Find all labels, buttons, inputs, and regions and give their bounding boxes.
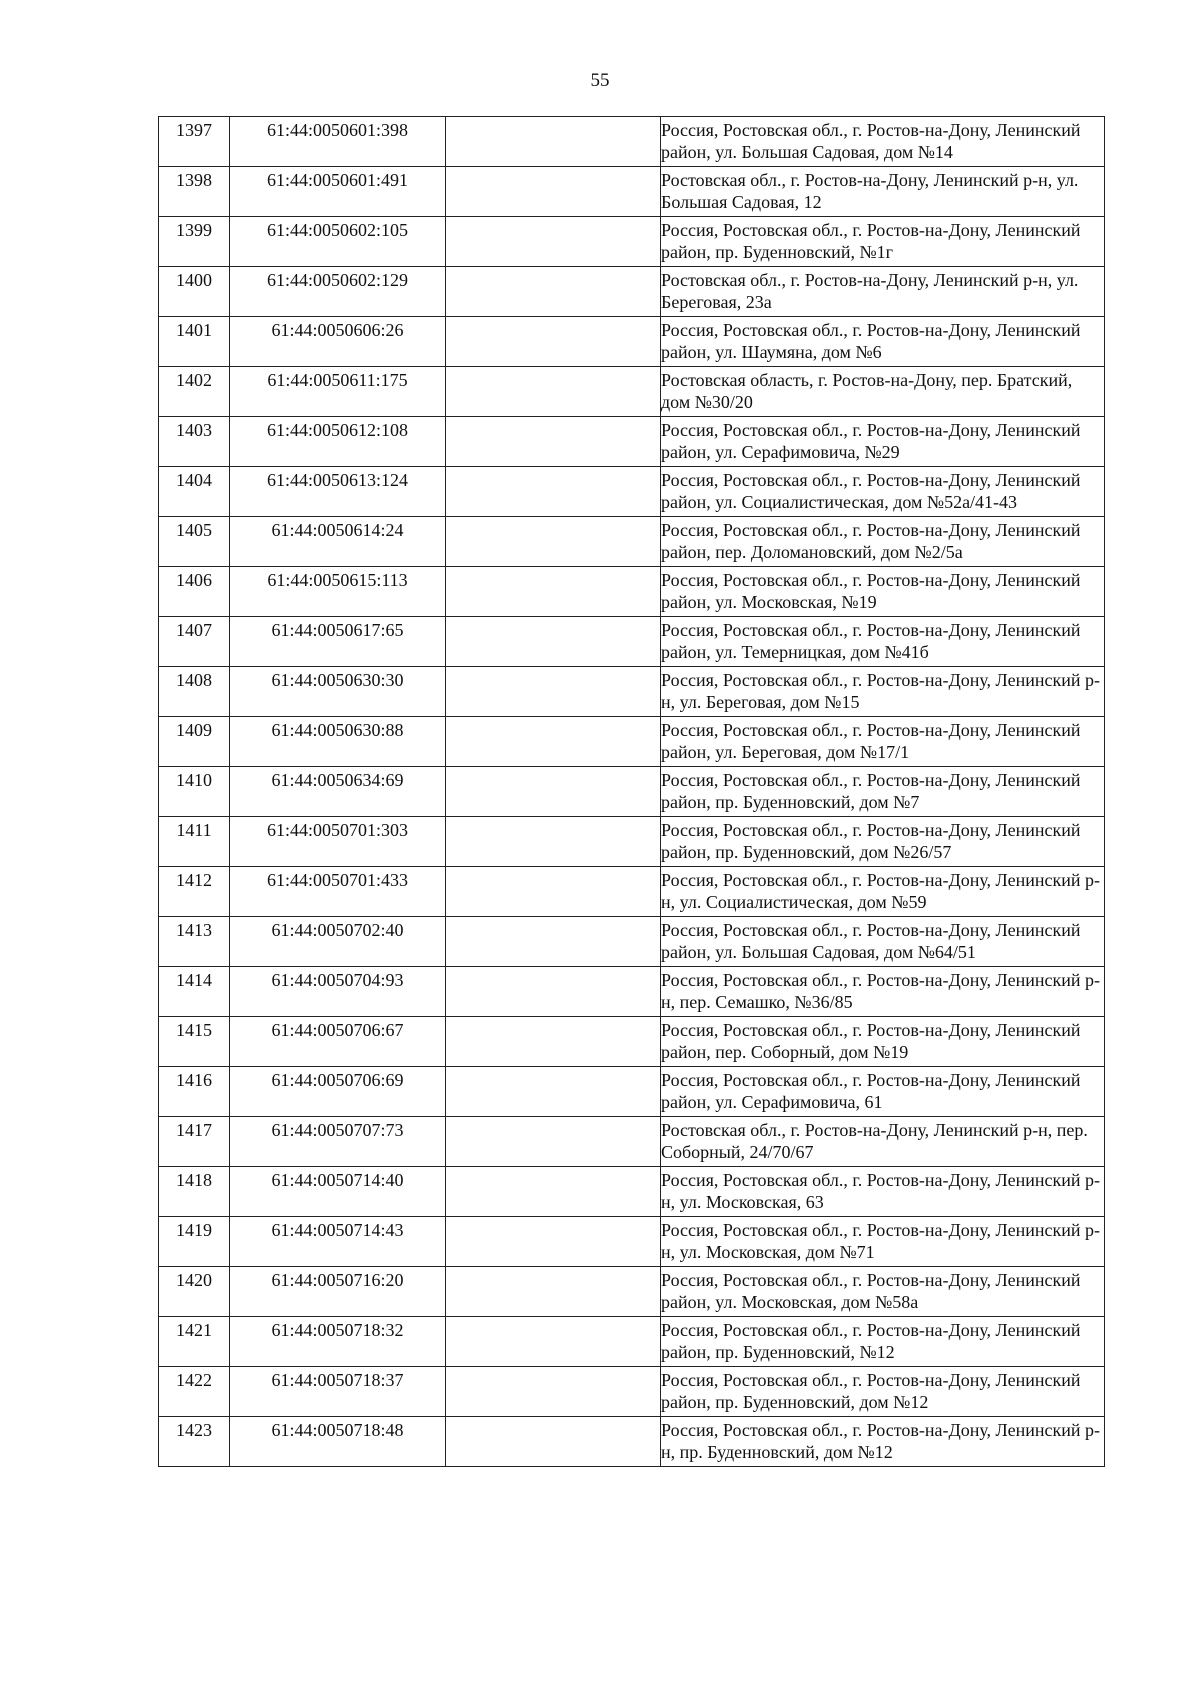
row-number-cell: 1411 [159,817,230,867]
table-row [159,1317,1105,1367]
table-row [159,617,1105,667]
empty-cell [446,1117,661,1167]
row-number-cell: 1421 [159,1317,230,1367]
cadastral-number-cell: 61:44:0050704:93 [230,967,446,1017]
cadastral-number-cell: 61:44:0050707:73 [230,1117,446,1167]
table-row [159,117,1105,167]
address-cell: Россия, Ростовская обл., г. Ростов-на-Дону, Ленинский р-н, ул. Береговая, дом №15 [661,667,1105,717]
table-row [159,267,1105,317]
address-cell: Россия, Ростовская обл., г. Ростов-на-Дону, Ленинский район, ул. Береговая, дом №17/1 [661,717,1105,767]
empty-cell [446,1067,661,1117]
empty-cell [446,1017,661,1067]
address-cell: Россия, Ростовская обл., г. Ростов-на-Дону, Ленинский р-н, ул. Московская, 63 [661,1167,1105,1217]
cadastral-number-cell: 61:44:0050630:88 [230,717,446,767]
empty-cell [446,817,661,867]
row-number-cell: 1401 [159,317,230,367]
table-row [159,1367,1105,1417]
cadastral-number-cell: 61:44:0050714:40 [230,1167,446,1217]
address-cell: Россия, Ростовская обл., г. Ростов-на-Дону, Ленинский район, пр. Буденновский, дом №12 [661,1367,1105,1417]
address-cell: Россия, Ростовская обл., г. Ростов-на-Дону, Ленинский район, ул. Московская, дом №58а [661,1267,1105,1317]
table-row [159,217,1105,267]
table-row [159,517,1105,567]
empty-cell [446,217,661,267]
address-cell: Россия, Ростовская обл., г. Ростов-на-Дону, Ленинский район, пр. Буденновский, №1г [661,217,1105,267]
address-cell: Россия, Ростовская обл., г. Ростов-на-Дону, Ленинский район, ул. Социалистическая, дом №52а/41-43 [661,467,1105,517]
cadastral-number-cell: 61:44:0050718:37 [230,1367,446,1417]
cadastral-number-cell: 61:44:0050606:26 [230,317,446,367]
cadastral-number-cell: 61:44:0050718:32 [230,1317,446,1367]
empty-cell [446,867,661,917]
table-row [159,1117,1105,1167]
empty-cell [446,367,661,417]
empty-cell [446,717,661,767]
empty-cell [446,267,661,317]
address-cell: Россия, Ростовская обл., г. Ростов-на-Дону, Ленинский район, ул. Серафимовича, 61 [661,1067,1105,1117]
address-cell: Россия, Ростовская обл., г. Ростов-на-Дону, Ленинский район, ул. Шаумяна, дом №6 [661,317,1105,367]
row-number-cell: 1398 [159,167,230,217]
address-cell: Россия, Ростовская обл., г. Ростов-на-Дону, Ленинский район, пр. Буденновский, №12 [661,1317,1105,1367]
address-cell: Ростовская обл., г. Ростов-на-Дону, Ленинский р-н, ул. Большая Садовая, 12 [661,167,1105,217]
cadastral-number-cell: 61:44:0050602:105 [230,217,446,267]
cadastral-number-cell: 61:44:0050612:108 [230,417,446,467]
address-cell: Ростовская обл., г. Ростов-на-Дону, Ленинский р-н, пер. Соборный, 24/70/67 [661,1117,1105,1167]
address-cell: Россия, Ростовская обл., г. Ростов-на-Дону, Ленинский район, пер. Доломановский, дом №2/5а [661,517,1105,567]
table-row [159,1267,1105,1317]
empty-cell [446,567,661,617]
cadastral-number-cell: 61:44:0050601:398 [230,117,446,167]
row-number-cell: 1419 [159,1217,230,1267]
empty-cell [446,767,661,817]
table-row [159,567,1105,617]
row-number-cell: 1414 [159,967,230,1017]
cadastral-number-cell: 61:44:0050718:48 [230,1417,446,1467]
cadastral-number-cell: 61:44:0050630:30 [230,667,446,717]
empty-cell [446,617,661,667]
empty-cell [446,417,661,467]
empty-cell [446,117,661,167]
cadastral-number-cell: 61:44:0050702:40 [230,917,446,967]
cadastral-number-cell: 61:44:0050601:491 [230,167,446,217]
empty-cell [446,667,661,717]
address-cell: Россия, Ростовская обл., г. Ростов-на-Дону, Ленинский район, пр. Буденновский, дом №7 [661,767,1105,817]
cadastral-number-cell: 61:44:0050706:69 [230,1067,446,1117]
table-row [159,467,1105,517]
row-number-cell: 1409 [159,717,230,767]
address-cell: Россия, Ростовская обл., г. Ростов-на-Дону, Ленинский район, пр. Буденновский, дом №26/57 [661,817,1105,867]
empty-cell [446,167,661,217]
empty-cell [446,1317,661,1367]
address-cell: Россия, Ростовская обл., г. Ростов-на-Дону, Ленинский район, ул. Московская, №19 [661,567,1105,617]
row-number-cell: 1408 [159,667,230,717]
address-cell: Ростовская область, г. Ростов-на-Дону, пер. Братский, дом №30/20 [661,367,1105,417]
table-row [159,317,1105,367]
address-cell: Россия, Ростовская обл., г. Ростов-на-Дону, Ленинский район, ул. Большая Садовая, дом №14 [661,117,1105,167]
empty-cell [446,467,661,517]
row-number-cell: 1399 [159,217,230,267]
address-cell: Россия, Ростовская обл., г. Ростов-на-Дону, Ленинский р-н, ул. Московская, дом №71 [661,1217,1105,1267]
row-number-cell: 1420 [159,1267,230,1317]
table-row [159,1167,1105,1217]
empty-cell [446,317,661,367]
address-cell: Россия, Ростовская обл., г. Ростов-на-Дону, Ленинский район, ул. Серафимовича, №29 [661,417,1105,467]
table-row [159,1417,1105,1467]
address-cell: Россия, Ростовская обл., г. Ростов-на-Дону, Ленинский р-н, пер. Семашко, №36/85 [661,967,1105,1017]
table-row [159,417,1105,467]
empty-cell [446,517,661,567]
table-row [159,367,1105,417]
row-number-cell: 1405 [159,517,230,567]
address-cell: Россия, Ростовская обл., г. Ростов-на-Дону, Ленинский район, ул. Большая Садовая, дом №64/51 [661,917,1105,967]
row-number-cell: 1397 [159,117,230,167]
row-number-cell: 1406 [159,567,230,617]
table-row [159,1017,1105,1067]
table-row [159,167,1105,217]
cadastral-number-cell: 61:44:0050714:43 [230,1217,446,1267]
cadastral-number-cell: 61:44:0050602:129 [230,267,446,317]
table-row [159,917,1105,967]
empty-cell [446,1167,661,1217]
registry-table [158,116,1105,1467]
address-cell: Россия, Ростовская обл., г. Ростов-на-Дону, Ленинский р-н, пр. Буденновский, дом №12 [661,1417,1105,1467]
cadastral-number-cell: 61:44:0050634:69 [230,767,446,817]
empty-cell [446,917,661,967]
page-number: 55 [590,70,610,91]
table-row [159,717,1105,767]
empty-cell [446,1217,661,1267]
row-number-cell: 1407 [159,617,230,667]
cadastral-number-cell: 61:44:0050614:24 [230,517,446,567]
registry-table-body [159,117,1105,1467]
cadastral-number-cell: 61:44:0050613:124 [230,467,446,517]
row-number-cell: 1402 [159,367,230,417]
cadastral-number-cell: 61:44:0050617:65 [230,617,446,667]
empty-cell [446,967,661,1017]
empty-cell [446,1267,661,1317]
table-row [159,817,1105,867]
cadastral-number-cell: 61:44:0050716:20 [230,1267,446,1317]
row-number-cell: 1404 [159,467,230,517]
table-row [159,667,1105,717]
row-number-cell: 1417 [159,1117,230,1167]
row-number-cell: 1403 [159,417,230,467]
row-number-cell: 1422 [159,1367,230,1417]
row-number-cell: 1410 [159,767,230,817]
table-row [159,767,1105,817]
cadastral-number-cell: 61:44:0050706:67 [230,1017,446,1067]
cadastral-number-cell: 61:44:0050701:433 [230,867,446,917]
row-number-cell: 1418 [159,1167,230,1217]
empty-cell [446,1417,661,1467]
cadastral-number-cell: 61:44:0050701:303 [230,817,446,867]
row-number-cell: 1416 [159,1067,230,1117]
row-number-cell: 1413 [159,917,230,967]
empty-cell [446,1367,661,1417]
address-cell: Россия, Ростовская обл., г. Ростов-на-Дону, Ленинский район, пер. Соборный, дом №19 [661,1017,1105,1067]
address-cell: Россия, Ростовская обл., г. Ростов-на-Дону, Ленинский р-н, ул. Социалистическая, дом №59 [661,867,1105,917]
table-row [159,867,1105,917]
row-number-cell: 1423 [159,1417,230,1467]
address-cell: Россия, Ростовская обл., г. Ростов-на-Дону, Ленинский район, ул. Темерницкая, дом №41б [661,617,1105,667]
cadastral-number-cell: 61:44:0050611:175 [230,367,446,417]
table-row [159,1217,1105,1267]
table-row [159,967,1105,1017]
row-number-cell: 1415 [159,1017,230,1067]
row-number-cell: 1412 [159,867,230,917]
table-row [159,1067,1105,1117]
cadastral-number-cell: 61:44:0050615:113 [230,567,446,617]
row-number-cell: 1400 [159,267,230,317]
address-cell: Ростовская обл., г. Ростов-на-Дону, Ленинский р-н, ул. Береговая, 23а [661,267,1105,317]
